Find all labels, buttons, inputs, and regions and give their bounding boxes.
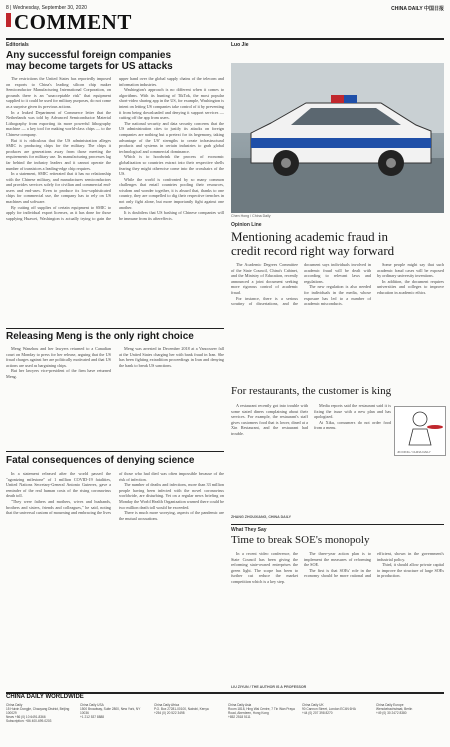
editorial-b-headline: Releasing Meng is the only right choice	[6, 331, 194, 342]
cartoon-illustration	[394, 406, 446, 456]
waiter-cartoon-icon	[395, 407, 445, 447]
opinion-paragraph: The Academic Degrees Committee of the State Council, China's Cabinet, and the Ministry of Education, recently announced a joint document seeking more rigorous control of academic fraud.	[231, 262, 298, 295]
footer-title: CHINA DAILY WORLDWIDE	[6, 694, 84, 700]
editorial-headline-line-1: Any successful foreign companies	[6, 50, 172, 61]
editorial-b-body	[6, 346, 224, 448]
restaurant-paragraph: Media reports said the restaurant said it is fixing the issue with a new plan and has apologized.	[314, 403, 391, 420]
footer-office-africa: China Daily Africa P.O. Box 27281-00100, Nairobi, Kenya +254 (0) 20 522 3498	[154, 703, 209, 715]
editorial-paragraph: While the world is confronted by so many common challenges that entail countries pooling their resources, wisdom and wonder together, it is absurd that, thanks to one country, they are compelled to dig their respective trenches in not only fight alone, but more importantly fight against one another.	[119, 176, 224, 210]
restaurant-byline: ZHANG ZHOUXIANG, CHINA DAILY	[231, 515, 292, 519]
section-accent-bar	[6, 13, 11, 27]
opinion-label: Opinion Line	[231, 222, 262, 228]
section-rule	[6, 38, 444, 40]
editorial-paragraph: Meng was arrested in December 2018 at a Vancouver fall at the United States charging her with bank fraud in Iran. She has been fighting extradition proceedings in Iran and denying the bank to break US sanctions.	[119, 346, 224, 368]
divider	[231, 524, 444, 525]
whatsay-body	[231, 551, 444, 683]
editorial-body	[6, 76, 224, 326]
editorial-headline-line-2: may become targets for US attacks	[6, 60, 173, 72]
editorial-headline	[6, 51, 226, 72]
footer-office-usa: China Daily USA 1500 Broadway, Suite 2800, New York, NY 10036 +1 212 537 8888	[80, 703, 141, 719]
footer	[6, 695, 444, 743]
editorial-paragraph: In a leaked Department of Commerce letter that the Netherlands was told by Advanced Semiconductor Material Lithography from exporting its more powerful lithography machine — a key tool for making world-class chips — to the Chinese company.	[6, 109, 111, 137]
opinion-headline-line-1: Mentioning academic fraud in	[231, 229, 389, 244]
editorial-c-headline: Fatal consequences of denying science	[6, 455, 195, 466]
whatsay-paragraph: In a recent video conference, the State Council has been giving the reforming state-owned enterprises the green light. The scope has been to further cut reduce the market competition which is a key step.	[231, 551, 298, 584]
footer-office-beijing: China Daily 15 Huixin Dongjie, Chaoyang District, Beijing 100029 News +86 (0) 10 6491-8366 Subscription: +86 400-699-0203	[6, 703, 70, 723]
whatsay-paragraph: The three-year action plan is to implement the measures of reforming the SOE.	[304, 551, 371, 568]
cartoon-caption: JIN DING / CHINA DAILY	[397, 450, 431, 454]
divider	[6, 451, 224, 452]
editorial-paragraph: In a statement released after the world passed the "agonizing milestone" of 1 million COVID-19 fatalities, United Nations Secretary-General Antonio Guterres, gave a reminder of the real human costs of the rising coronavirus death toll.	[6, 471, 111, 499]
editorial-paragraph: Meng Wanzhou and her lawyers returned to a Canadian court on Monday to press for her release, arguing that the US fraud charges against her are politically motivated and that US actions are used as bargaining chips.	[6, 346, 111, 368]
restaurant-paragraph: A restaurant recently got into trouble with some stated diners complaining about their services. For example, the restaurant's staff gives customers food that is lower, dined at a Xin Restaurant, and the restaurant had trouble.	[231, 403, 308, 436]
editorial-paragraph: It is doubtless that US bashing of Chinese companies will be immune from its aftereffects.	[119, 210, 224, 221]
opinion-body	[231, 262, 444, 378]
photo-caption: Chen Hong / China Daily	[231, 214, 271, 218]
whatsay-byline: LIU ZIYUN / THE AUTHOR IS A PROFESSOR	[231, 685, 307, 689]
opinion-paragraph: In addition, the document requires universities and colleges to improve education in academic ethics.	[377, 278, 444, 295]
editorial-paragraph: There is much more worrying, aspects of the pandemic are the mutual accusations.	[119, 510, 224, 521]
police-car-illustration	[231, 63, 444, 213]
whatsay-paragraph: Third, it should allow private capital to improve the structure of large SOEs in production.	[377, 562, 444, 579]
editorial-paragraph: The national security and data security concerns that the US administration cites to justify its attacks on foreign companies are nothing but a pretext for its hegemony, taking advantage of the US' strengths to create infrastructural products and systems in certain industries to grab global technological and commercial dominance.	[119, 120, 224, 154]
editorial-paragraph: The restrictions the United States has reportedly imposed on exports to China's leading silicon chip maker Semiconductor Manufacturing International Corporation, on grounds there is an "unacceptable risk" that equipment supplied to it could be used for military purposes, do not come as a surprise given its previous actions.	[6, 76, 111, 109]
opinion-paragraph: Some people might say that such academic fraud cases will be exposed by ordinary university inventions.	[377, 262, 444, 279]
editorial-paragraph: But her lawyers vice-president of the firm have returned Meng.	[6, 368, 111, 379]
opinion-paragraph: For instance, there is a serious scrutiny of dissertations, and the document says individuals involved in academic fraud will be dealt with according to relevant laws and regulations.	[231, 262, 371, 307]
editorial-paragraph: The number of deaths and infections, more than 33 million people having been infected with the novel coronavirus worldwide, are disturbing. Yet on a regular news briefing on Monday the World Health Organization warned there could be two million death toll would be exceeded.	[119, 482, 224, 510]
editorial-paragraph: "They were fathers and mothers, wives and husbands, brothers and sisters, friends and colleagues," he said, noting that the universal custom of mourning and embracing the lives of those who had died was often impossible because of the risk of infection.	[6, 471, 224, 516]
opinion-headline	[231, 230, 444, 257]
whatsay-label: What They Say	[231, 527, 267, 533]
editorials-label: Editorials	[6, 42, 29, 48]
section-title: COMMENT	[14, 10, 132, 34]
restaurant-headline: For restaurants, the customer is king	[231, 385, 392, 397]
editorial-c-body	[6, 471, 224, 689]
footer-office-asia: China Daily Asia Room 1818, Hing Wai Centre, 7 Tin Wan Praya Road, Aberdeen, Hong Kong +852 2518 5111	[228, 703, 295, 719]
footer-office-uk: China Daily UK 90 Cannon Street, London EC4N 6HA +44 (0) 207 398 8270	[302, 703, 356, 715]
footer-office-europe: China Daily Europe Wenckebachstraat, Berlin +49 (0) 30 2472 8380	[376, 703, 413, 715]
restaurant-body	[231, 403, 391, 513]
opinion-paragraph: The new regulation is also needed for individuals in the media, whose exposure has led to a number of academic misconducts.	[304, 284, 371, 307]
whatsay-paragraph: The first is that SOEs' role in the economy should be more rational and efficient, shown in the government's industrial policy.	[304, 551, 444, 579]
police-car-photo	[231, 63, 444, 213]
editorial-paragraph: By cutting off supplies of certain equipment to SMIC to apply for individual export licenses, as it has done for those supplying Huawei, Washington is actually trying to gain the upper hand over the global supply chains of the telecom and information industries.	[6, 76, 224, 221]
restaurant-paragraph: At Xiku, consumers do not order food from a menu.	[314, 419, 391, 431]
editorial-paragraph: Washington's approach is no different when it comes to algorithms. With its hunting of TikTok, the most popular short-video sharing app in the US, for example, Washington is intent on letting US companies take control of it by preventing it from being downloaded and denying it support services — cutting off the app from users.	[119, 87, 224, 121]
editorial-paragraph: In a statement, SMIC reiterated that it has no relationship with the Chinese military, and manufactures semiconductors and provides services solely for civilian and commercial end-users and end-uses. Even to produce its low-sophisticated chips for commercial use, the company has to rely on US machines and software.	[6, 171, 111, 205]
whatsay-headline: Time to break SOE's monopoly	[231, 534, 370, 546]
opinion-headline-line-2: credit record right way forward	[231, 242, 395, 258]
editorial-paragraph: Which is to hoodwink the process of economic globalization so countries extract into their respective shells fearing they might otherwise come into the crosshairs of the US.	[119, 154, 224, 177]
editorial-paragraph: But it is ridiculous that the US administration alleges SMIC is producing chips for the military. The chips it produces are generations away from those meeting the requirements for military use. Its manufacturing processes lag far behind the industry leaders and it cannot operate the number of transistors a leading-edge chip requires.	[6, 137, 111, 171]
opinion-author: Luo Jie	[231, 42, 249, 48]
masthead: CHINA DAILY 中国日报	[391, 6, 444, 12]
page-date: 8 | Wednesday, September 30, 2020	[6, 5, 87, 11]
divider	[6, 328, 224, 329]
